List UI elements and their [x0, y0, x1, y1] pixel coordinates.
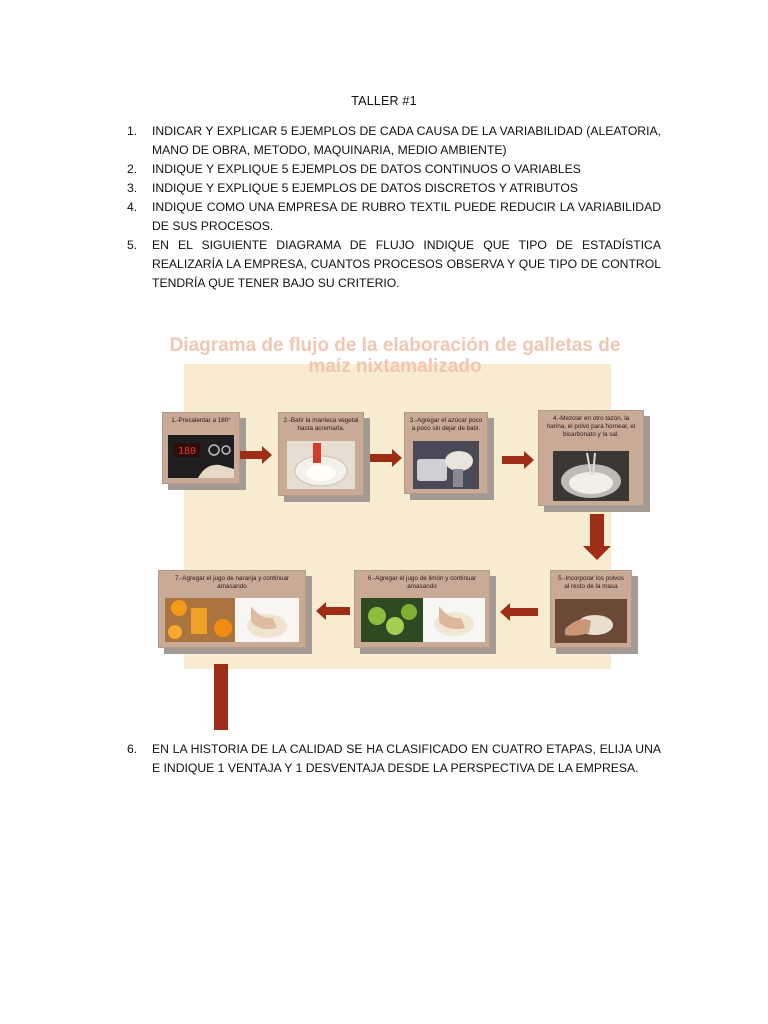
flow-step-7 [158, 570, 306, 648]
whisk-flour-photo [553, 451, 629, 501]
mixer-sugar-photo [413, 441, 479, 489]
step-label: 2.-Batir la manteca vegetal hasta acremarla. [283, 417, 359, 432]
flow-arrow [370, 454, 392, 462]
limes-dough-photo [361, 598, 485, 642]
item-number: 1. [127, 124, 138, 138]
flow-arrow [590, 514, 604, 546]
item-number: 6. [127, 742, 138, 756]
item-text: EN LA HISTORIA DE LA CALIDAD SE HA CLASIFICADO EN CUATRO ETAPAS, ELIJA UNA E INDIQUE 1 VENTAJA Y 1 DESVENTAJA DESDE LA PERSPECTIVA DE LA EMPRESA. [152, 742, 661, 775]
step-label: 4.-Mezclar en otro tazón, la harina, el polvo para hornear, el bicarbonato y la sal. [546, 415, 636, 438]
list-item [127, 122, 661, 160]
oven-display-photo [168, 435, 234, 478]
flow-step-2 [278, 412, 364, 496]
flow-arrowhead [583, 546, 611, 560]
flow-arrow [326, 607, 350, 615]
flow-step-4 [538, 410, 644, 506]
item-number: 4. [127, 200, 138, 214]
page-title: TALLER #1 [351, 94, 417, 108]
flow-arrowhead [500, 603, 510, 621]
flow-arrow [510, 608, 538, 616]
question-list-continued [127, 740, 661, 778]
flow-step-5 [550, 570, 632, 648]
butter-bowl-photo [287, 441, 355, 489]
step-label: 1.-Precalentar a 180° [171, 417, 231, 424]
flow-arrowhead [262, 446, 272, 464]
question-list [127, 122, 661, 293]
flow-step-1 [162, 412, 240, 484]
step-label: 5.-Incorporar los polvos al resto de la masa [558, 575, 624, 590]
flow-arrow [502, 456, 524, 464]
flow-arrowhead [524, 451, 534, 469]
flow-diagram [150, 330, 640, 730]
diagram-title: Diagrama de flujo de la elaboración de galletas de maíz nixtamalizado [169, 335, 621, 377]
step-label: 3.-Agregar el azúcar poco a poco sin dejar de batir. [409, 417, 483, 432]
flow-arrowhead [316, 602, 326, 620]
item-number: 3. [127, 181, 138, 195]
oranges-dough-photo [165, 598, 299, 642]
hands-dough-photo [555, 599, 627, 643]
flow-step-6 [354, 570, 490, 648]
item-text: INDIQUE Y EXPLIQUE 5 EJEMPLOS DE DATOS DISCRETOS Y ATRIBUTOS [152, 181, 579, 195]
list-item [127, 740, 661, 778]
flow-step-3 [404, 412, 488, 494]
item-text: INDICAR Y EXPLICAR 5 EJEMPLOS DE CADA CAUSA DE LA VARIABILIDAD (ALEATORIA, MANO DE OBRA, METODO, MAQUINARIA, MEDIO AMBIENTE) [152, 124, 661, 157]
flow-arrow [240, 451, 262, 459]
step-label: 6.-Agregar el jugo de limón y continuar amasando [367, 575, 477, 590]
list-item [127, 160, 661, 179]
svg-text:180: 180 [178, 446, 197, 457]
step-label: 7.-Agregar el jugo de naranja y continuar amasando [174, 575, 290, 590]
item-number: 5. [127, 238, 138, 252]
flow-arrowhead [392, 449, 402, 467]
item-text: INDIQUE COMO UNA EMPRESA DE RUBRO TEXTIL PUEDE REDUCIR LA VARIABILIDAD DE SUS PROCESOS. [152, 200, 661, 233]
list-item [127, 198, 661, 236]
list-item [127, 179, 661, 198]
item-text: INDIQUE Y EXPLIQUE 5 EJEMPLOS DE DATOS CONTINUOS O VARIABLES [152, 162, 581, 176]
item-number: 2. [127, 162, 138, 176]
item-text: EN EL SIGUIENTE DIAGRAMA DE FLUJO INDIQUE QUE TIPO DE ESTADÍSTICA REALIZARÍA LA EMPRESA, CUANTOS PROCESOS OBSERVA Y QUE TIPO DE CONTROL TENDRÍA QUE TENER BAJO SU CRITERIO. [152, 238, 661, 290]
list-item [127, 236, 661, 293]
flow-exit-bar [214, 664, 228, 730]
